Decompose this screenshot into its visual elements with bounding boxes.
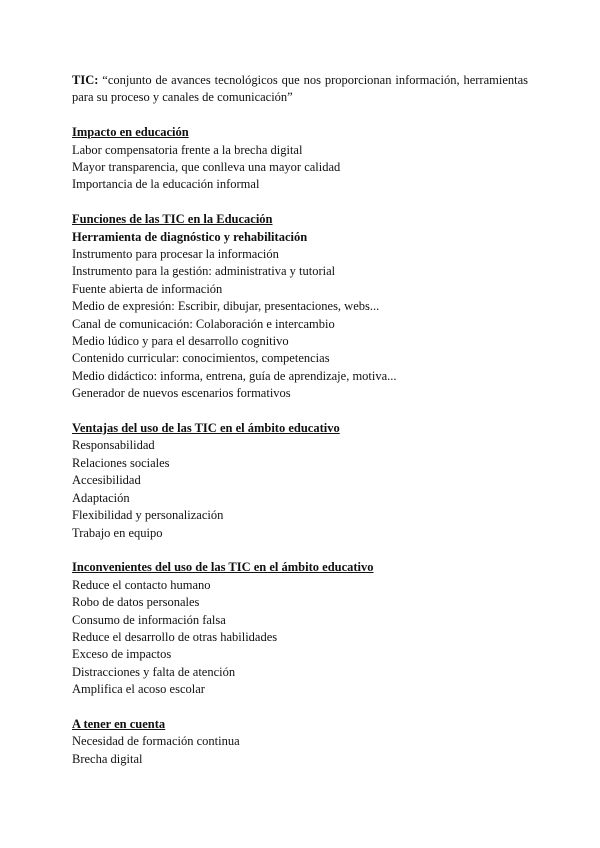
list-item: Accesibilidad xyxy=(72,473,141,488)
section-heading: Funciones de las TIC en la Educación xyxy=(72,212,273,227)
list-item: Contenido curricular: conocimientos, competencias xyxy=(72,351,330,366)
impacto-list xyxy=(72,142,528,194)
section-impacto xyxy=(72,124,528,194)
section-heading: A tener en cuenta xyxy=(72,716,166,731)
section-inconvenientes xyxy=(72,559,528,698)
list-item: Fuente abierta de información xyxy=(72,281,223,296)
list-item: Brecha digital xyxy=(72,751,143,766)
section-heading: Inconvenientes del uso de las TIC en el ámbito educativo xyxy=(72,560,374,575)
tener-en-cuenta-list xyxy=(72,733,528,768)
list-item: Distracciones y falta de atención xyxy=(72,664,236,679)
list-item: Consumo de información falsa xyxy=(72,612,226,627)
list-item: Medio lúdico y para el desarrollo cognitivo xyxy=(72,334,289,349)
intro-term: TIC: xyxy=(72,73,99,87)
list-item: Robo de datos personales xyxy=(72,595,200,610)
section-subheading: Herramienta de diagnóstico y rehabilitación xyxy=(72,229,308,244)
list-item: Adaptación xyxy=(72,490,130,505)
list-item: Instrumento para la gestión: administrativa y tutorial xyxy=(72,264,336,279)
intro-definition: “conjunto de avances tecnológicos que nos proporcionan información, herramientas para su proceso y canales de comunicación” xyxy=(72,73,528,105)
funciones-list xyxy=(72,246,528,403)
section-heading: Ventajas del uso de las TIC en el ámbito educativo xyxy=(72,421,340,436)
inconvenientes-list xyxy=(72,577,528,699)
list-item: Labor compensatoria frente a la brecha digital xyxy=(72,142,303,157)
list-item: Trabajo en equipo xyxy=(72,525,163,540)
list-item: Flexibilidad y personalización xyxy=(72,508,224,523)
intro-paragraph xyxy=(72,72,528,107)
list-item: Importancia de la educación informal xyxy=(72,177,260,192)
ventajas-list xyxy=(72,437,528,541)
section-funciones xyxy=(72,211,528,402)
list-item: Responsabilidad xyxy=(72,438,155,453)
section-tener-en-cuenta xyxy=(72,716,528,768)
list-item: Mayor transparencia, que conlleva una mayor calidad xyxy=(72,160,341,175)
list-item: Amplifica el acoso escolar xyxy=(72,682,205,697)
list-item: Medio didáctico: informa, entrena, guía de aprendizaje, motiva... xyxy=(72,368,397,383)
list-item: Generador de nuevos escenarios formativos xyxy=(72,386,291,401)
list-item: Relaciones sociales xyxy=(72,455,170,470)
list-item: Necesidad de formación continua xyxy=(72,734,240,749)
list-item: Instrumento para procesar la información xyxy=(72,247,279,262)
list-item: Canal de comunicación: Colaboración e intercambio xyxy=(72,316,335,331)
list-item: Reduce el contacto humano xyxy=(72,577,211,592)
section-ventajas xyxy=(72,420,528,542)
list-item: Exceso de impactos xyxy=(72,647,172,662)
list-item: Medio de expresión: Escribir, dibujar, presentaciones, webs... xyxy=(72,299,380,314)
section-heading: Impacto en educación xyxy=(72,125,189,140)
list-item: Reduce el desarrollo de otras habilidades xyxy=(72,629,278,644)
